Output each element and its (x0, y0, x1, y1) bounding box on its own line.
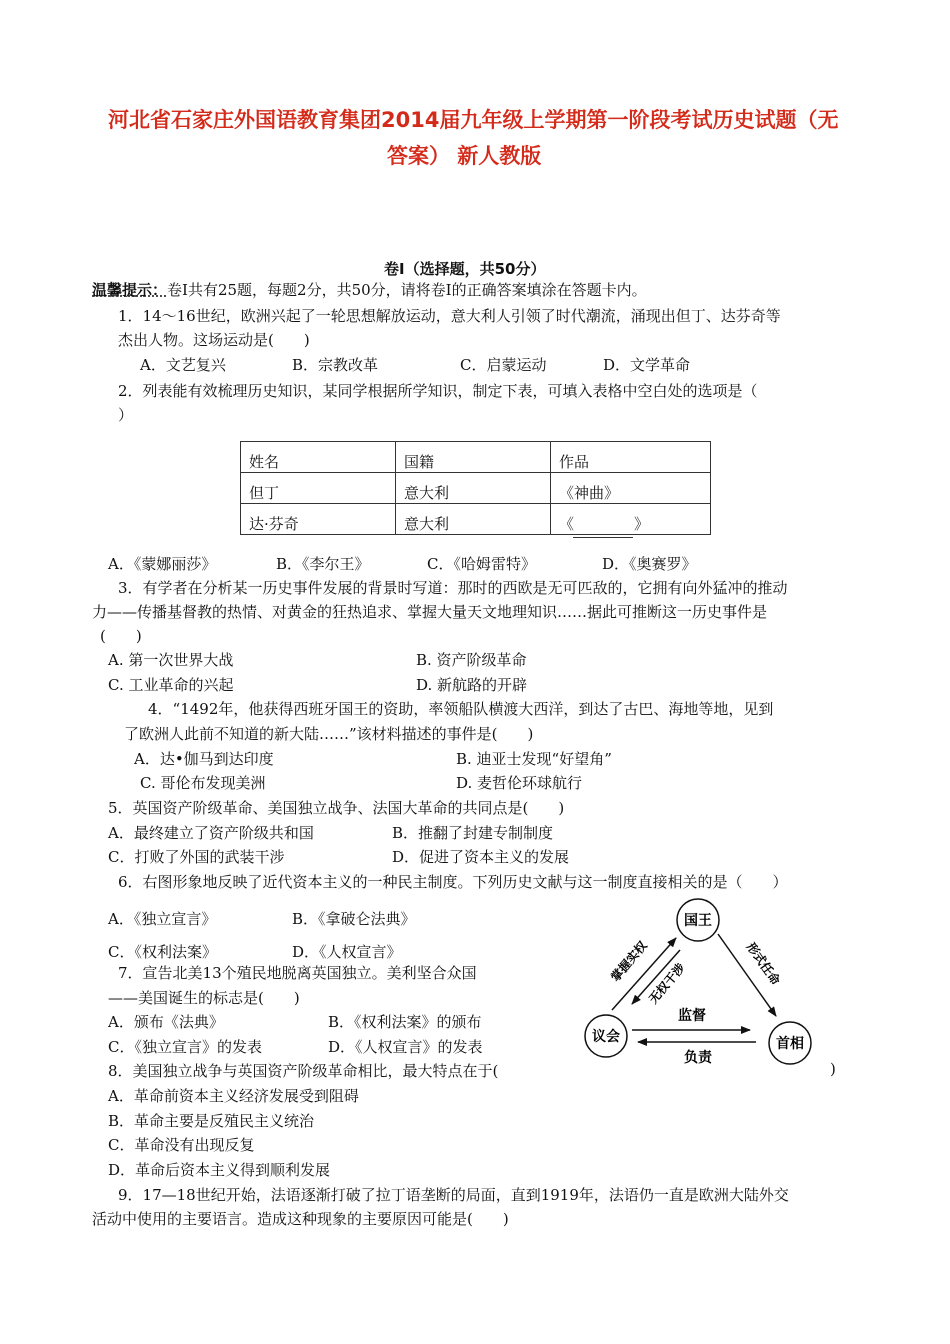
bottom-arrow-label: 负责 (684, 1050, 712, 1066)
q2-stem-line2: ） (118, 406, 134, 424)
table-cell: 《神曲》 (551, 473, 711, 504)
q7-option-c: C．《独立宣言》的发表 (108, 1038, 262, 1056)
q4-option-d: D. 麦哲伦环球航行 (456, 774, 583, 792)
q7-option-d: D．《人权宣言》的发表 (328, 1038, 483, 1056)
table-row (241, 442, 711, 473)
pm-label: 首相 (776, 1036, 804, 1052)
q5-option-a: A．最终建立了资产阶级共和国 (108, 824, 314, 842)
q2-option-c: C．《哈姆雷特》 (427, 555, 536, 573)
table-row (241, 473, 711, 504)
table-cell: 意大利 (396, 473, 551, 504)
q3-option-c: C. 工业革命的兴起 (108, 676, 234, 694)
q8-option-d: D．革命后资本主义得到顺利发展 (108, 1161, 331, 1179)
q8-option-b: B．革命主要是反殖民主义统治 (108, 1112, 315, 1130)
inner-edge-label: 无权干涉 (646, 960, 688, 1007)
document-title-line2: 答案） 新人教版 (387, 144, 542, 168)
q2-option-a: A．《蒙娜丽莎》 (108, 555, 217, 573)
q3-option-a: A. 第一次世界大战 (108, 651, 234, 669)
table-cell: 姓名 (241, 442, 396, 473)
constitutional-diagram (570, 890, 830, 1080)
q7-option-b: B．《权利法案》的颁布 (328, 1013, 482, 1031)
q3-stem-line3: ( ) (100, 627, 142, 645)
table-row (241, 504, 711, 535)
q5-stem-line1: 5．英国资产阶级革命、美国独立战争、法国大革命的共同点是( ) (108, 799, 565, 817)
q6-stem-line1: 6．右图形象地反映了近代资本主义的一种民主制度。下列历史文献与这一制度直接相关的是（ ） (118, 873, 788, 891)
q6-option-c: C．《权利法案》 (108, 943, 217, 961)
q3-stem-line1: 3．有学者在分析某一历史事件发展的背景时写道：那时的西欧是无可匹敌的，它拥有向外猛冲的推动 (118, 579, 788, 597)
q2-option-d: D．《奥赛罗》 (602, 555, 697, 573)
q5-option-b: B．推翻了封建专制制度 (392, 824, 554, 842)
q2-table (240, 441, 711, 535)
table-cell: 但丁 (241, 473, 396, 504)
q1-stem-line2: 杰出人物。这场运动是( ) (118, 331, 310, 349)
table-cell: 达·芬奇 (241, 504, 396, 535)
q1-option-a: A．文艺复兴 (140, 356, 226, 374)
q5-option-d: D．促进了资本主义的发展 (392, 848, 570, 866)
q6-option-b: B．《拿破仑法典》 (292, 910, 416, 928)
q9-stem-line2: 活动中使用的主要语言。造成这种现象的主要原因可能是( ) (92, 1210, 509, 1228)
q3-option-d: D. 新航路的开辟 (416, 676, 528, 694)
table-cell: 《 》 (551, 504, 711, 535)
notice-text: 卷Ⅰ共有25题，每题2分，共50分，请将卷Ⅰ的正确答案填涂在答题卡内。 (167, 281, 647, 299)
q8-option-a: A．革命前资本主义经济发展受到阻碍 (108, 1087, 359, 1105)
q8-option-c: C．革命没有出现反复 (108, 1136, 255, 1154)
q8-stem-line1: 8．美国独立战争与英国资产阶级革命相比，最大特点在于( (108, 1062, 499, 1080)
q1-stem-line1: 1．14～16世纪，欧洲兴起了一轮思想解放运动，意大利人引领了时代潮流，涌现出但丁、达芬奇等 (118, 307, 781, 325)
q6-option-d: D．《人权宣言》 (292, 943, 402, 961)
q4-option-c: C. 哥伦布发现美洲 (140, 774, 266, 792)
q4-option-b: B. 迪亚士发现“好望角” (456, 750, 612, 768)
blank-underline (573, 537, 633, 538)
table-cell: 作品 (551, 442, 711, 473)
king-label: 国王 (684, 913, 712, 929)
q1-option-d: D．文学革命 (603, 356, 691, 374)
q4-stem-line2: 了欧洲人此前不知道的新大陆……”该材料描述的事件是( ) (124, 725, 534, 743)
q3-stem-line2: 力——传播基督教的热情、对黄金的狂热追求、掌握大量天文地理知识……据此可推断这一历史事件是 (92, 603, 768, 621)
top-arrow-label: 监督 (678, 1008, 706, 1024)
notice (92, 279, 647, 300)
q7-option-a: A．颁布《法典》 (108, 1013, 224, 1031)
notice-label: 温馨提示： (92, 281, 168, 299)
q9-stem-line1: 9．17—18世纪开始，法语逐渐打破了拉丁语垄断的局面，直到1919年，法语仍一直是欧洲大陆外交 (118, 1186, 789, 1204)
section-header: 卷Ⅰ（选择题，共50分） (384, 260, 546, 278)
q4-option-a: A．达•伽马到达印度 (134, 750, 274, 768)
document-title-line1: 河北省石家庄外国语教育集团2014届九年级上学期第一阶段考试历史试题（无 (108, 108, 839, 132)
parliament-label: 议会 (592, 1029, 620, 1045)
q7-stem-line2: ——美国诞生的标志是( ) (108, 989, 300, 1007)
q1-option-b: B．宗教改革 (292, 356, 379, 374)
q2-stem-line1: 2．列表能有效梳理历史知识，某同学根据所学知识，制定下表，可填入表格中空白处的选项是（ (118, 382, 758, 400)
table-cell: 意大利 (396, 504, 551, 535)
q1-option-c: C．启蒙运动 (460, 356, 547, 374)
q8-stem-end: ) (830, 1060, 836, 1078)
right-edge-label: 形式任命 (743, 940, 783, 988)
table-cell: 国籍 (396, 442, 551, 473)
q6-option-a: A．《独立宣言》 (108, 910, 217, 928)
q3-option-b: B. 资产阶级革命 (416, 651, 527, 669)
q7-stem-line1: 7．宣告北美13个殖民地脱离英国独立。美利坚合众国 (118, 964, 477, 982)
q4-stem-line1: 4．“1492年，他获得西班牙国王的资助，率领船队横渡大西洋，到达了古巴、海地等地，见到 (148, 700, 774, 718)
left-edge-label: 掌握实权 (608, 938, 650, 985)
q2-option-b: B．《李尔王》 (276, 555, 370, 573)
q5-option-c: C．打败了外国的武装干涉 (108, 848, 285, 866)
